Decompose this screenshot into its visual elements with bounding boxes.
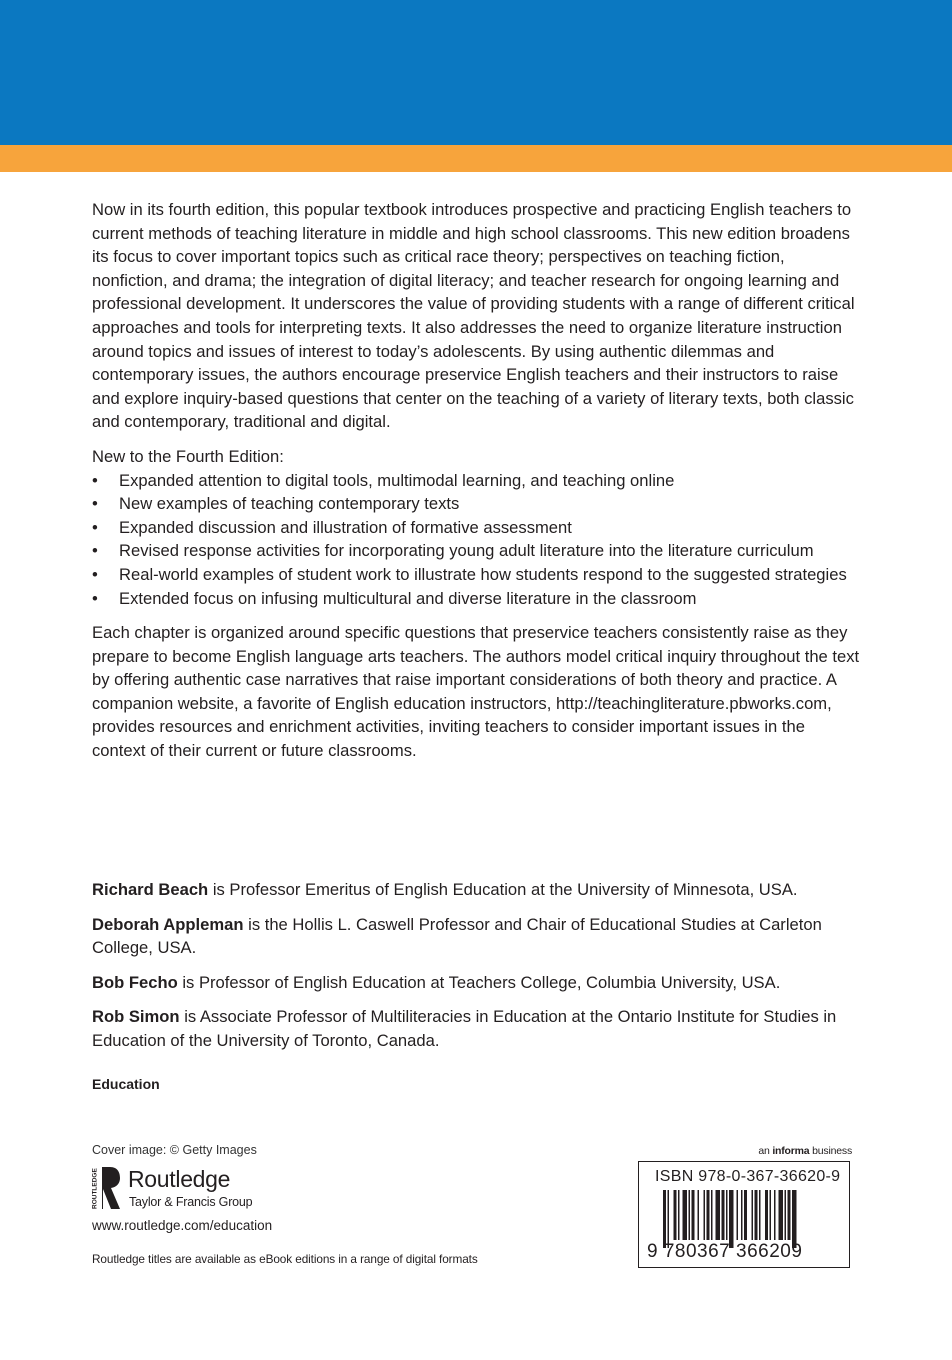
list-item: • Revised response activities for incorporating young adult literature into the literature curriculum xyxy=(92,539,862,563)
cover-image-credit: Cover image: © Getty Images xyxy=(92,1143,257,1157)
barcode-bar xyxy=(704,1190,706,1240)
barcode-bar xyxy=(788,1190,791,1240)
list-item: • Extended focus on infusing multicultural and diverse literature in the classroom xyxy=(92,587,862,611)
barcode-bar xyxy=(707,1190,710,1240)
list-item: • Expanded discussion and illustration of formative assessment xyxy=(92,516,862,540)
ebook-note: Routledge titles are available as eBook editions in a range of digital formats xyxy=(92,1252,478,1266)
barcode-bar xyxy=(698,1190,700,1240)
bullet-icon: • xyxy=(92,470,98,490)
isbn-label: ISBN 978-0-367-36620-9 xyxy=(655,1168,841,1185)
barcode-bar xyxy=(678,1190,680,1240)
publisher-logo xyxy=(92,1165,292,1213)
author-name: Deborah Appleman xyxy=(92,914,244,934)
author-bio: Deborah Appleman is the Hollis L. Caswell Professor and Chair of Educational Studies at Carleton College, USA. xyxy=(92,914,822,958)
bullet-icon: • xyxy=(92,517,98,537)
bullet-icon: • xyxy=(92,564,98,584)
subject-category: Education xyxy=(92,1076,160,1092)
barcode-bar xyxy=(711,1190,713,1240)
top-color-band xyxy=(0,0,952,145)
barcode-bar xyxy=(792,1190,797,1248)
bullet-icon: • xyxy=(92,588,98,608)
barcode-bar xyxy=(744,1190,747,1240)
svg-text:ROUTLEDGE: ROUTLEDGE xyxy=(92,1168,99,1209)
barcode-bar xyxy=(726,1190,728,1240)
list-item: • Real-world examples of student work to illustrate how students respond to the suggested strategies xyxy=(92,563,862,587)
barcode-bar xyxy=(770,1190,772,1240)
barcode-bar xyxy=(668,1190,670,1248)
book-description xyxy=(92,198,862,763)
barcode-bar xyxy=(692,1190,695,1240)
author-bio: Richard Beach is Professor Emeritus of English Education at the University of Minnesota, USA. xyxy=(92,880,798,899)
barcode-bar xyxy=(663,1190,666,1248)
barcode-bar xyxy=(674,1190,677,1240)
author-bios xyxy=(92,878,862,1064)
barcode-bar xyxy=(779,1190,784,1240)
barcode-bar xyxy=(729,1190,734,1248)
barcode-bar xyxy=(741,1190,743,1240)
barcode-bar xyxy=(774,1190,776,1240)
list-item: • Expanded attention to digital tools, multimodal learning, and teaching online xyxy=(92,469,862,493)
bullet-icon: • xyxy=(92,494,98,514)
new-edition-heading: New to the Fourth Edition: xyxy=(92,446,284,466)
publisher-group: Taylor & Francis Group xyxy=(129,1195,253,1209)
barcode-bar xyxy=(752,1190,754,1240)
informa-business-tag: an informa business xyxy=(758,1145,852,1157)
routledge-logo-icon xyxy=(92,1165,122,1211)
barcode-bar xyxy=(759,1190,761,1240)
author-name: Rob Simon xyxy=(92,1007,180,1027)
isbn-barcode xyxy=(638,1161,850,1268)
barcode-bar xyxy=(689,1190,691,1240)
description-paragraph-2: Each chapter is organized around specific questions that preservice teachers consistently raise as they prepare to become English language arts teachers. The authors model critical inquiry throughout the text by offering authentic case narratives that raise important considerations of both theory and practice. A companion website, a favorite of English education instructors, http://teachingliterature.pbworks.com, provides resources and enrichment activities, inviting teachers to consider important issues in the context of their current or future classrooms. xyxy=(92,623,860,761)
author-bio: Rob Simon is Associate Professor of Multiliteracies in Education at the Ontario Institute for Studies in Education of the University of Toronto, Canada. xyxy=(92,1007,837,1050)
publisher-website-link[interactable]: www.routledge.com/education xyxy=(92,1218,273,1233)
barcode-bar xyxy=(716,1190,721,1240)
author-name: Richard Beach xyxy=(92,880,209,899)
author-bio: Bob Fecho is Professor of English Education at Teachers College, Columbia University, USA. xyxy=(92,972,781,992)
barcode-bar xyxy=(683,1190,688,1240)
new-features-list xyxy=(92,469,862,611)
barcode-bar xyxy=(722,1190,725,1240)
barcode-bar xyxy=(785,1190,787,1240)
isbn-digits: 9 780367 366209 xyxy=(647,1241,803,1262)
author-name: Bob Fecho xyxy=(92,972,178,992)
publisher-name: Routledge xyxy=(128,1166,231,1192)
barcode-bar xyxy=(755,1190,758,1240)
barcode-bar xyxy=(765,1190,768,1240)
list-item: • New examples of teaching contemporary texts xyxy=(92,492,862,516)
barcode-bar xyxy=(737,1190,739,1240)
bullet-icon: • xyxy=(92,541,98,561)
description-paragraph-1: Now in its fourth edition, this popular textbook introduces prospective and practicing English teachers to current methods of teaching literature in middle and high school classrooms. This new edition broadens its focus to cover important topics such as critical race theory; perspectives on teaching fiction, nonfiction, and drama; the integration of digital literacy; and teacher research for ongoing learning and professional development. It underscores the value of providing students with a range of different critical approaches and tools for interpreting texts. It also addresses the need to organize literature instruction around topics and issues of interest to today’s adolescents. By using authentic dilemmas and contemporary issues, the authors encourage preservice English teachers and their instructors to raise and explore inquiry-based questions that center on the teaching of a variety of literary texts, both classic and contemporary, traditional and digital. xyxy=(92,200,855,432)
accent-color-band xyxy=(0,145,952,172)
